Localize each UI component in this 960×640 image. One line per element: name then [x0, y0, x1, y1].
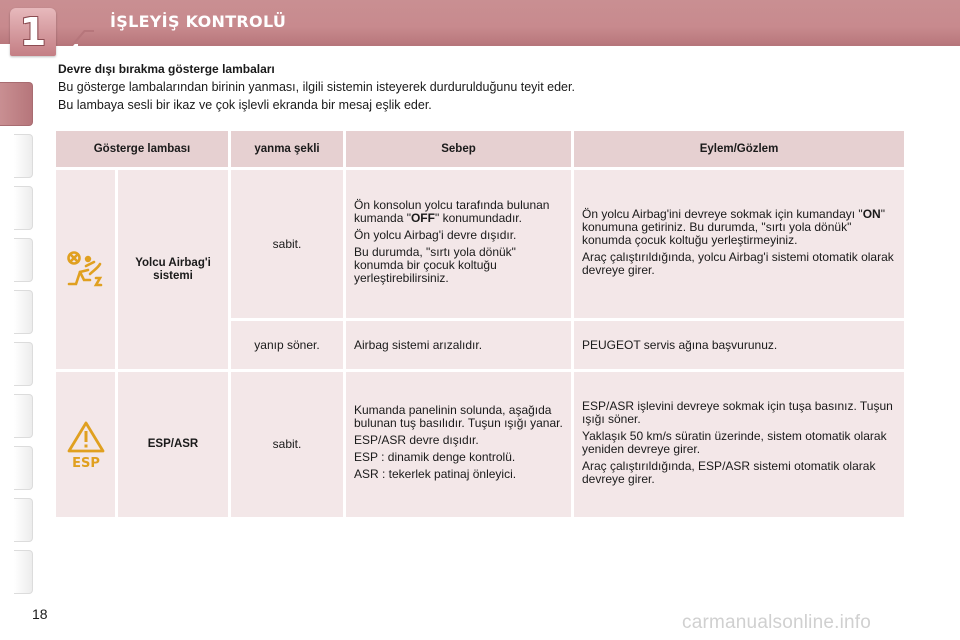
airbag-cause-p1: [354, 199, 563, 225]
airbag-action-cell: [574, 170, 904, 318]
side-tab-7[interactable]: [14, 394, 33, 438]
side-tab-10[interactable]: [14, 550, 33, 594]
indicator-table: [56, 131, 904, 519]
airbag-icon-cell: [56, 170, 115, 369]
intro-heading: Devre dışı bırakma gösterge lambaları: [58, 62, 275, 76]
esp-cause-p3: ESP : dinamik denge kontrolü.: [354, 450, 516, 464]
intro-section: [58, 62, 938, 115]
side-tab-2[interactable]: [14, 134, 33, 178]
header-divider: [78, 44, 960, 46]
airbag-mode-steady-text: sabit.: [272, 236, 302, 251]
airbag-lamp-name: Yolcu Airbag'i sistemi: [135, 256, 211, 282]
esp-action-p2: Yaklaşık 50 km/s süratin üzerinde, sistem otomatik olarak yeniden devreye girer.: [582, 428, 887, 456]
header-slant-decoration: [54, 30, 94, 46]
airbag-name-cell: [118, 170, 228, 369]
airbag-action-p1: [582, 208, 896, 247]
side-tab-8[interactable]: [14, 446, 33, 490]
esp-lamp-name: ESP/ASR: [147, 438, 199, 450]
airbag-action-p2: Araç çalıştırıldığında, yolcu Airbag'i sistemi otomatik olarak devreye girer.: [582, 249, 894, 277]
intro-line-2: Bu lambaya sesli bir ikaz ve çok işlevli ekranda bir mesaj eşlik eder.: [58, 98, 432, 112]
esp-action-p3: Araç çalıştırıldığında, ESP/ASR sistemi otomatik olarak devreye girer.: [582, 458, 876, 486]
esp-mode-text: sabit.: [272, 437, 302, 451]
airbag-cause-off-label: OFF: [410, 211, 435, 225]
passenger-airbag-off-icon: [64, 250, 108, 290]
airbag-cause-p3: Bu durumda, "sırtı yola dönük" konumda bir çocuk koltuğu yerleştirebilirsiniz.: [354, 245, 516, 285]
esp-icon-label: ESP: [71, 455, 100, 469]
header-action: Eylem/Gözlem: [574, 131, 904, 167]
page-title: İŞLEYİŞ KONTROLÜ: [110, 12, 287, 31]
airbag-fault-action: PEUGEOT servis ağına başvurunuz.: [582, 337, 778, 352]
esp-cause-cell: [346, 372, 571, 517]
esp-cause-p2: ESP/ASR devre dışıdır.: [354, 433, 479, 447]
airbag-cause-cell: [346, 170, 571, 318]
side-tab-strip: [0, 60, 36, 580]
page-number: 18: [32, 606, 48, 622]
airbag-mode-steady: [231, 170, 343, 318]
side-tab-5[interactable]: [14, 290, 33, 334]
watermark: carmanualsonline.info: [682, 612, 872, 633]
side-tab-4[interactable]: [14, 238, 33, 282]
airbag-action-on-label: ON: [862, 206, 881, 221]
airbag-mode-flashing-text: yanıp söner.: [254, 337, 320, 352]
esp-mode-cell: [231, 372, 343, 517]
airbag-action-p1-pre: Ön yolcu Airbag'ini devreye sokmak için kumandayı ": [582, 206, 863, 221]
side-tab-6[interactable]: [14, 342, 33, 386]
airbag-mode-flashing: [231, 321, 343, 369]
airbag-cause-p1-post: " konumundadır.: [434, 211, 522, 225]
airbag-action-p1-post: " konumuna getiriniz. Bu durumda, "sırtı yola dönük" konumda çocuk koltuğu yerleştirmeyiniz.: [582, 206, 885, 247]
side-tab-1[interactable]: [0, 82, 33, 126]
esp-cause-p1: Kumanda panelinin solunda, aşağıda bulunan tuş basılıdır. Tuşun ışığı yanar.: [354, 403, 563, 430]
esp-warning-icon: [66, 421, 106, 469]
esp-action-cell: [574, 372, 904, 517]
esp-name-cell: [118, 372, 228, 517]
header-cause: Sebep: [346, 131, 571, 167]
airbag-fault-cause-cell: [346, 321, 571, 369]
chapter-number: 1: [19, 10, 47, 54]
airbag-cause-p2: Ön yolcu Airbag'i devre dışıdır.: [354, 228, 517, 242]
airbag-fault-cause: Airbag sistemi arızalıdır.: [354, 337, 483, 352]
header-mode: yanma şekli: [231, 131, 343, 167]
airbag-cause-p1-pre: Ön konsolun yolcu tarafında bulunan kumanda ": [354, 198, 550, 225]
side-tab-3[interactable]: [14, 186, 33, 230]
esp-action-p1: ESP/ASR işlevini devreye sokmak için tuşa basınız. Tuşun ışığı söner.: [582, 398, 893, 426]
esp-icon-cell: [56, 372, 115, 517]
chapter-tab[interactable]: [10, 8, 56, 56]
esp-cause-p4: ASR : tekerlek patinaj önleyici.: [354, 467, 517, 481]
airbag-fault-action-cell: [574, 321, 904, 369]
side-tab-9[interactable]: [14, 498, 33, 542]
header-lamp: Gösterge lambası: [56, 131, 228, 167]
intro-line-1: Bu gösterge lambalarından birinin yanması, ilgili sistemin isteyerek durdurulduğunu teyit eder.: [58, 80, 575, 94]
